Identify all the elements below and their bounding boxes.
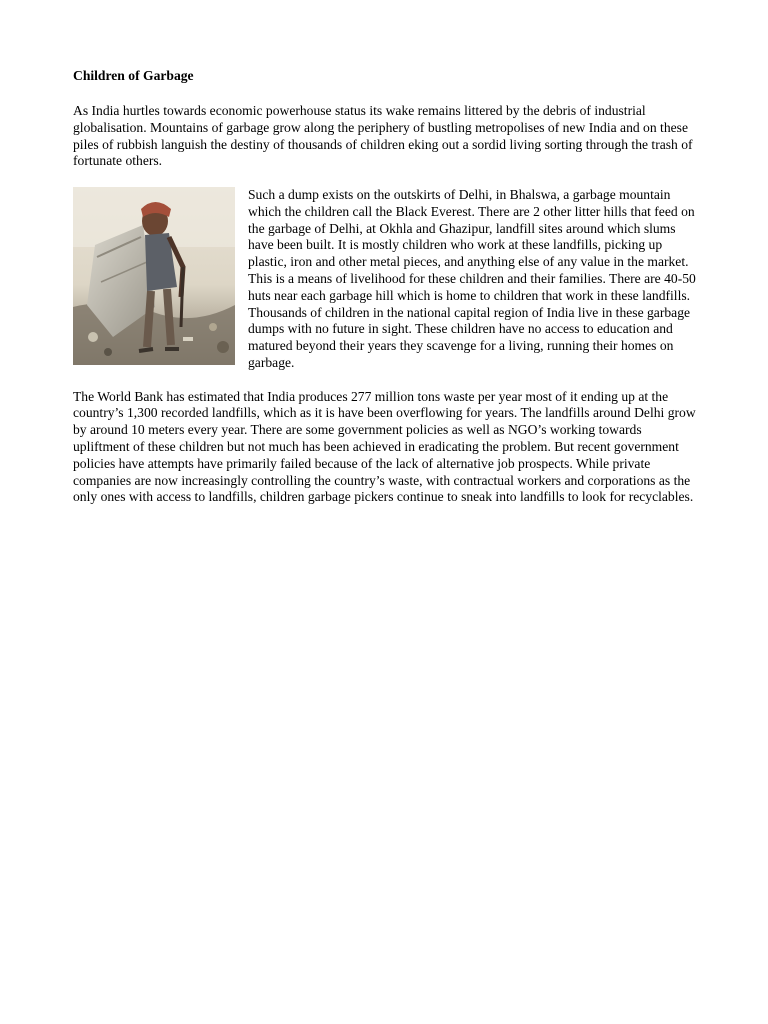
dump-description-paragraph: Such a dump exists on the outskirts of Delhi, in Bhalswa, a garbage mountain which the children call the Black Everest. There are 2 other litter hills that feed on the garbage of Delhi, at Okhla and Ghazipur, landfill sites around which slums have been built. It is mostly children who work at these landfills, picking up plastic, iron and other metal pieces, and anything else of any value in the market. This is a means of livelihood for these children and their families. There are 40-50 huts near each garbage hill which is home to children that work in these landfills. Thousands of children in the national capital region of India live in these garbage dumps with no future in sight. These children have no access to education and matured beyond their years they scavenge for a living, running their homes on garbage. [248,186,696,370]
document-page [73,66,698,523]
world-bank-paragraph: The World Bank has estimated that India produces 277 million tons waste per year most of it ending up at the country’s 1,300 recorded landfills, which as it is have been overflowing for years. The landfills around Delhi grow by around 10 meters every year. There are some government policies as well as NGO’s working towards upliftment of these children but not much has been achieved in eradicating the problem. But recent government policies have attempts have primarily failed because of the lack of alternative job prospects. While private companies are now increasingly controlling the country’s waste, with contractual workers and corporations as the only ones with access to landfills, children garbage pickers continue to sneak into landfills to look for recyclables. [73,388,696,505]
child-garbage-picker-photo [73,187,235,365]
document-title: Children of Garbage [73,68,194,83]
intro-paragraph: As India hurtles towards economic powerhouse status its wake remains littered by the debris of industrial globalisation. Mountains of garbage grow along the periphery of bustling metropolises of new India and on these piles of rubbish languish the destiny of thousands of children eking out a sordid living sorting through the trash of fortunate others. [73,103,693,169]
